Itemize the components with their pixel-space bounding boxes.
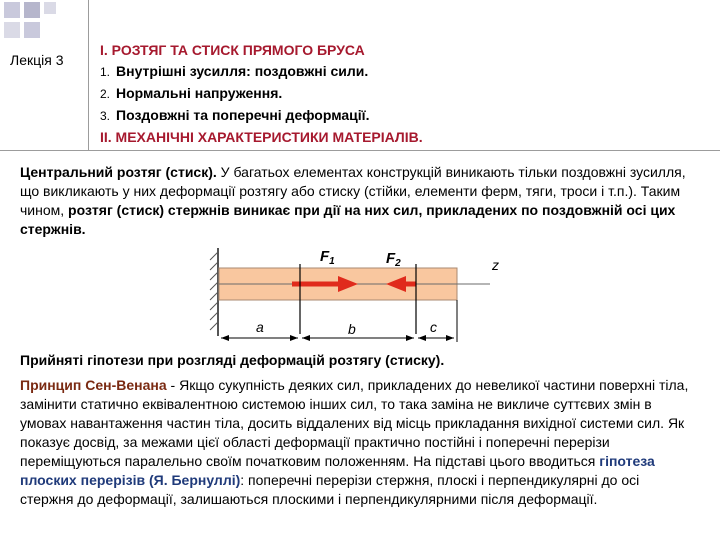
section-c-label: c	[430, 319, 437, 335]
intro-lead: Центральний розтяг (стиск).	[20, 164, 217, 180]
toc-item-3: 2. Нормальні напруження.	[100, 85, 283, 101]
table-of-contents	[100, 40, 423, 148]
bernoulli-hypothesis: гіпотеза плоских перерізів (Я. Бернуллі)	[20, 453, 655, 488]
intro-body: У багатьох елементах конструкцій виникають тільки поздовжні зусилля, що викликають у них деформації розтягу або стиску (стійки, елементи ферм, тяги, троси і т.п.). Таким чином,	[20, 164, 686, 218]
principle-name: Принцип Сен-Венана	[20, 377, 167, 393]
vertical-divider	[88, 0, 89, 150]
axis-z-label: z	[492, 257, 499, 273]
force-f1-label: $F_1$	[320, 248, 335, 267]
toc-item-5: II. МЕХАНІЧНІ ХАРАКТЕРИСТИКИ МАТЕРІАЛІВ.	[100, 129, 423, 145]
saint-venant-paragraph: Принцип Сен-Венана - Якщо сукупність деяких сил, прикладених до невеликої частини поверхні тіла, замінити статично еквівалентною системою інших сил, то така заміна не викличе суттєвих змін в умовах навантаження частин тіла, досить віддалених від місць прикладання вихідної системи сил. Як показує досвід, за межами цієї області деформації практично постійні і поперечні перерізи переміщуються паралельно своїм початковим положенням. На підставі цього вводиться гіпотеза плоских перерізів (Я. Бернуллі): поперечні перерізи стержня, плоскі і перпендикулярні до осі стержня до деформації, залишаються плоскими і перпендикулярними після деформації.	[20, 377, 689, 507]
corner-decoration	[0, 0, 60, 42]
section-a-label: a	[256, 319, 264, 335]
horizontal-divider	[0, 150, 720, 151]
intro-bold-end: розтяг (стиск) стержнів виникає при дії на них сил, прикладених по поздовжній осі цих стержнів.	[20, 202, 676, 237]
wall-support	[210, 248, 218, 336]
section-b-label: b	[348, 321, 356, 337]
toc-item-2: 1. Внутрішні зусилля: поздовжні сили.	[100, 63, 369, 79]
intro-paragraph	[20, 163, 696, 239]
hypotheses-title: Прийняті гіпотези при розгляді деформацій розтягу (стиску).	[20, 352, 445, 368]
force-f2-label: $F_2$	[386, 250, 401, 269]
tension-bar-figure	[190, 244, 530, 344]
slide-label: Лекція 3	[10, 52, 64, 68]
toc-item-1: I. РОЗТЯГ ТА СТИСК ПРЯМОГО БРУСА	[100, 42, 365, 58]
toc-item-4: 3. Поздовжні та поперечні деформації.	[100, 107, 370, 123]
